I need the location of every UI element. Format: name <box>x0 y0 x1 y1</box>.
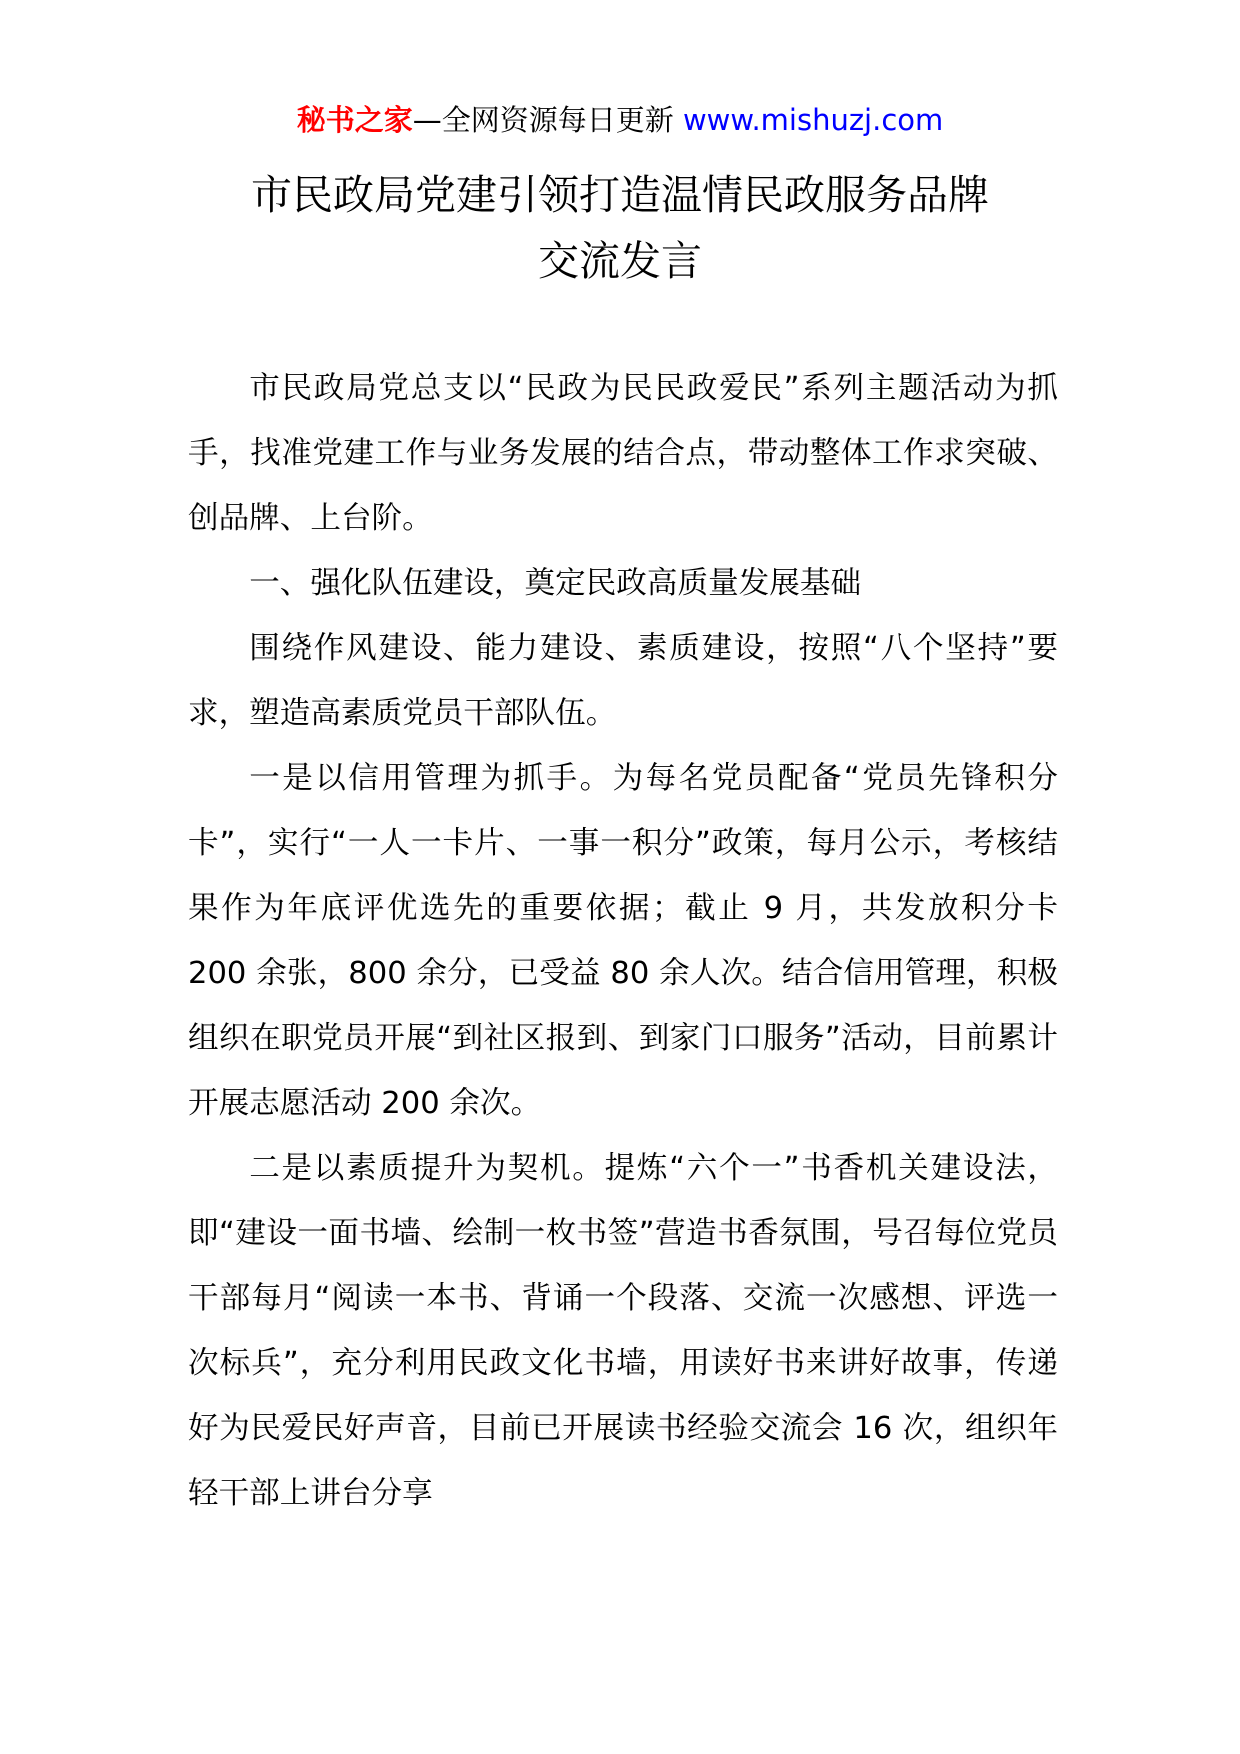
site-header <box>0 100 1240 140</box>
section-heading: 一、强化队伍建设，奠定民政高质量发展基础 <box>249 566 862 601</box>
title-line-2: 交流发言 <box>538 237 702 285</box>
site-brand: 秘书之家 <box>296 103 413 137</box>
document-title <box>0 162 1240 294</box>
intro-paragraph: 市民政局党总支以“民政为民民政爱民”系列主题活动为抓手，找准党建工作与业务发展的结合点，带动整体工作求突破、创品牌、上台阶。 <box>188 371 1058 536</box>
document-body <box>188 356 1058 1526</box>
title-line-1: 市民政局党建引领打造温情民政服务品牌 <box>251 171 989 219</box>
credit-management-paragraph: 一是以信用管理为抓手。为每名党员配备“党员先锋积分卡”，实行“一人一卡片、一事一积分”政策，每月公示，考核结果作为年底评优选先的重要依据；截止 9 月，共发放积分卡 200 余张，800 余分，已受益 80 余人次。结合信用管理，积极组织在职党员开展“到社区报到、到家门口服务”活动，目前累计开展志愿活动 200 余次。 <box>188 761 1058 1121</box>
quality-improvement-paragraph: 二是以素质提升为契机。提炼“六个一”书香机关建设法，即“建设一面书墙、绘制一枚书签”营造书香氛围，号召每位党员干部每月“阅读一本书、背诵一个段落、交流一次感想、评选一次标兵”，充分利用民政文化书墙，用读好书来讲好故事，传递好为民爱民好声音，目前已开展读书经验交流会 16 次，组织年轻干部上讲台分享 <box>188 1151 1058 1511</box>
site-url-link[interactable]: www.mishuzj.com <box>682 103 944 137</box>
site-slogan: —全网资源每日更新 <box>412 103 683 137</box>
section-summary-paragraph: 围绕作风建设、能力建设、素质建设，按照“八个坚持”要求，塑造高素质党员干部队伍。 <box>188 631 1058 731</box>
